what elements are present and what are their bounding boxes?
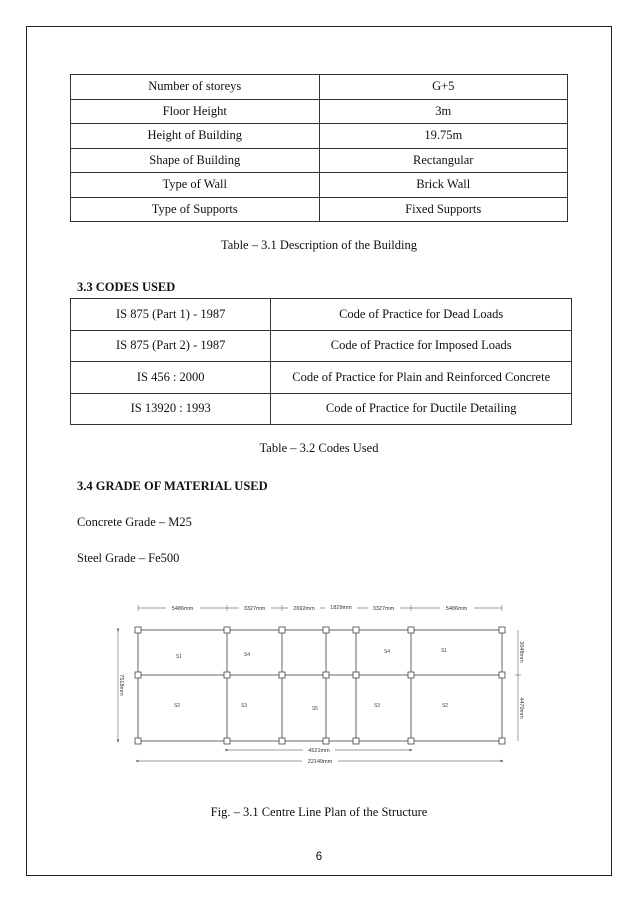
- table-row: [71, 99, 568, 124]
- slab-label: S1: [440, 648, 448, 654]
- table-cell: IS 456 : 2000: [71, 362, 271, 394]
- table-cell: IS 875 (Part 1) - 1987: [71, 299, 271, 331]
- table-cell: Fixed Supports: [319, 197, 568, 222]
- column-marker: [353, 627, 359, 633]
- codes-table: [70, 298, 572, 425]
- table-row: [71, 148, 568, 173]
- column-marker: [499, 627, 505, 633]
- slab-label: S4: [383, 649, 391, 655]
- column-marker: [279, 672, 285, 678]
- column-marker: [323, 738, 329, 744]
- column-marker: [408, 672, 414, 678]
- table-cell: 3m: [319, 99, 568, 124]
- dimension-label: 4521mm: [308, 748, 330, 754]
- table-cell: IS 875 (Part 2) - 1987: [71, 330, 271, 362]
- table-cell: Code of Practice for Dead Loads: [271, 299, 572, 331]
- column-marker: [353, 738, 359, 744]
- table-cell: Type of Wall: [71, 173, 320, 198]
- table-cell: G+5: [319, 75, 568, 100]
- column-marker: [499, 738, 505, 744]
- table-row: [71, 173, 568, 198]
- slab-label: S5: [311, 706, 319, 712]
- table-row: [71, 299, 572, 331]
- building-description-table: [70, 74, 568, 222]
- slab-label: S1: [175, 654, 183, 660]
- slab-label: S2: [173, 703, 181, 709]
- column-marker: [499, 672, 505, 678]
- table-caption: Table – 3.2 Codes Used: [259, 441, 379, 455]
- column-marker: [135, 738, 141, 744]
- column-marker: [408, 627, 414, 633]
- table-cell: Code of Practice for Ductile Detailing: [271, 393, 572, 425]
- dimension-label: 3327mm: [243, 606, 266, 612]
- column-marker: [135, 672, 141, 678]
- dimension-label: 1829mm: [330, 605, 352, 611]
- table-cell: Floor Height: [71, 99, 320, 124]
- table-cell: 19.75m: [319, 124, 568, 149]
- slab-label: S2: [441, 703, 449, 709]
- table-cell: Brick Wall: [319, 173, 568, 198]
- table-row: [71, 393, 572, 425]
- column-marker: [279, 738, 285, 744]
- column-marker: [353, 672, 359, 678]
- column-marker: [224, 627, 230, 633]
- table-row: [71, 330, 572, 362]
- table-cell: Number of storeys: [71, 75, 320, 100]
- dimension-label: 4470mm: [518, 697, 524, 719]
- column-marker: [279, 627, 285, 633]
- centre-line-plan-figure: [110, 600, 530, 772]
- slab-label: S4: [243, 652, 251, 658]
- page-number: 6: [315, 851, 323, 863]
- dimension-label: 5486mm: [445, 606, 468, 612]
- dimension-label: 2692mm: [293, 606, 315, 612]
- table-cell: Code of Practice for Imposed Loads: [271, 330, 572, 362]
- figure-caption: Fig. – 3.1 Centre Line Plan of the Structure: [210, 805, 428, 819]
- table-cell: Shape of Building: [71, 148, 320, 173]
- concrete-grade-text: Concrete Grade – M25: [77, 515, 192, 529]
- table-cell: IS 13920 : 1993: [71, 393, 271, 425]
- dimension-label: 7518mm: [118, 674, 124, 696]
- dimension-label: 3327mm: [372, 606, 395, 612]
- column-marker: [224, 672, 230, 678]
- slab-label: S3: [373, 703, 381, 709]
- table-row: [71, 124, 568, 149]
- table-row: [71, 362, 572, 394]
- column-marker: [323, 627, 329, 633]
- table-row: [71, 197, 568, 222]
- table-cell: Rectangular: [319, 148, 568, 173]
- section-heading: 3.3 CODES USED: [77, 280, 176, 294]
- section-heading: 3.4 GRADE OF MATERIAL USED: [77, 479, 268, 493]
- table-cell: Code of Practice for Plain and Reinforced Concrete: [271, 362, 572, 394]
- steel-grade-text: Steel Grade – Fe500: [77, 551, 180, 565]
- column-marker: [323, 672, 329, 678]
- column-marker: [135, 627, 141, 633]
- slab-label: S3: [240, 703, 248, 709]
- dimension-label: 5486mm: [171, 606, 194, 612]
- dimension-label: 22149mm: [307, 759, 333, 765]
- column-marker: [408, 738, 414, 744]
- dimension-label: 3048mm: [518, 641, 524, 663]
- column-marker: [224, 738, 230, 744]
- table-row: [71, 75, 568, 100]
- table-cell: Type of Supports: [71, 197, 320, 222]
- table-cell: Height of Building: [71, 124, 320, 149]
- table-caption: Table – 3.1 Description of the Building: [221, 238, 417, 252]
